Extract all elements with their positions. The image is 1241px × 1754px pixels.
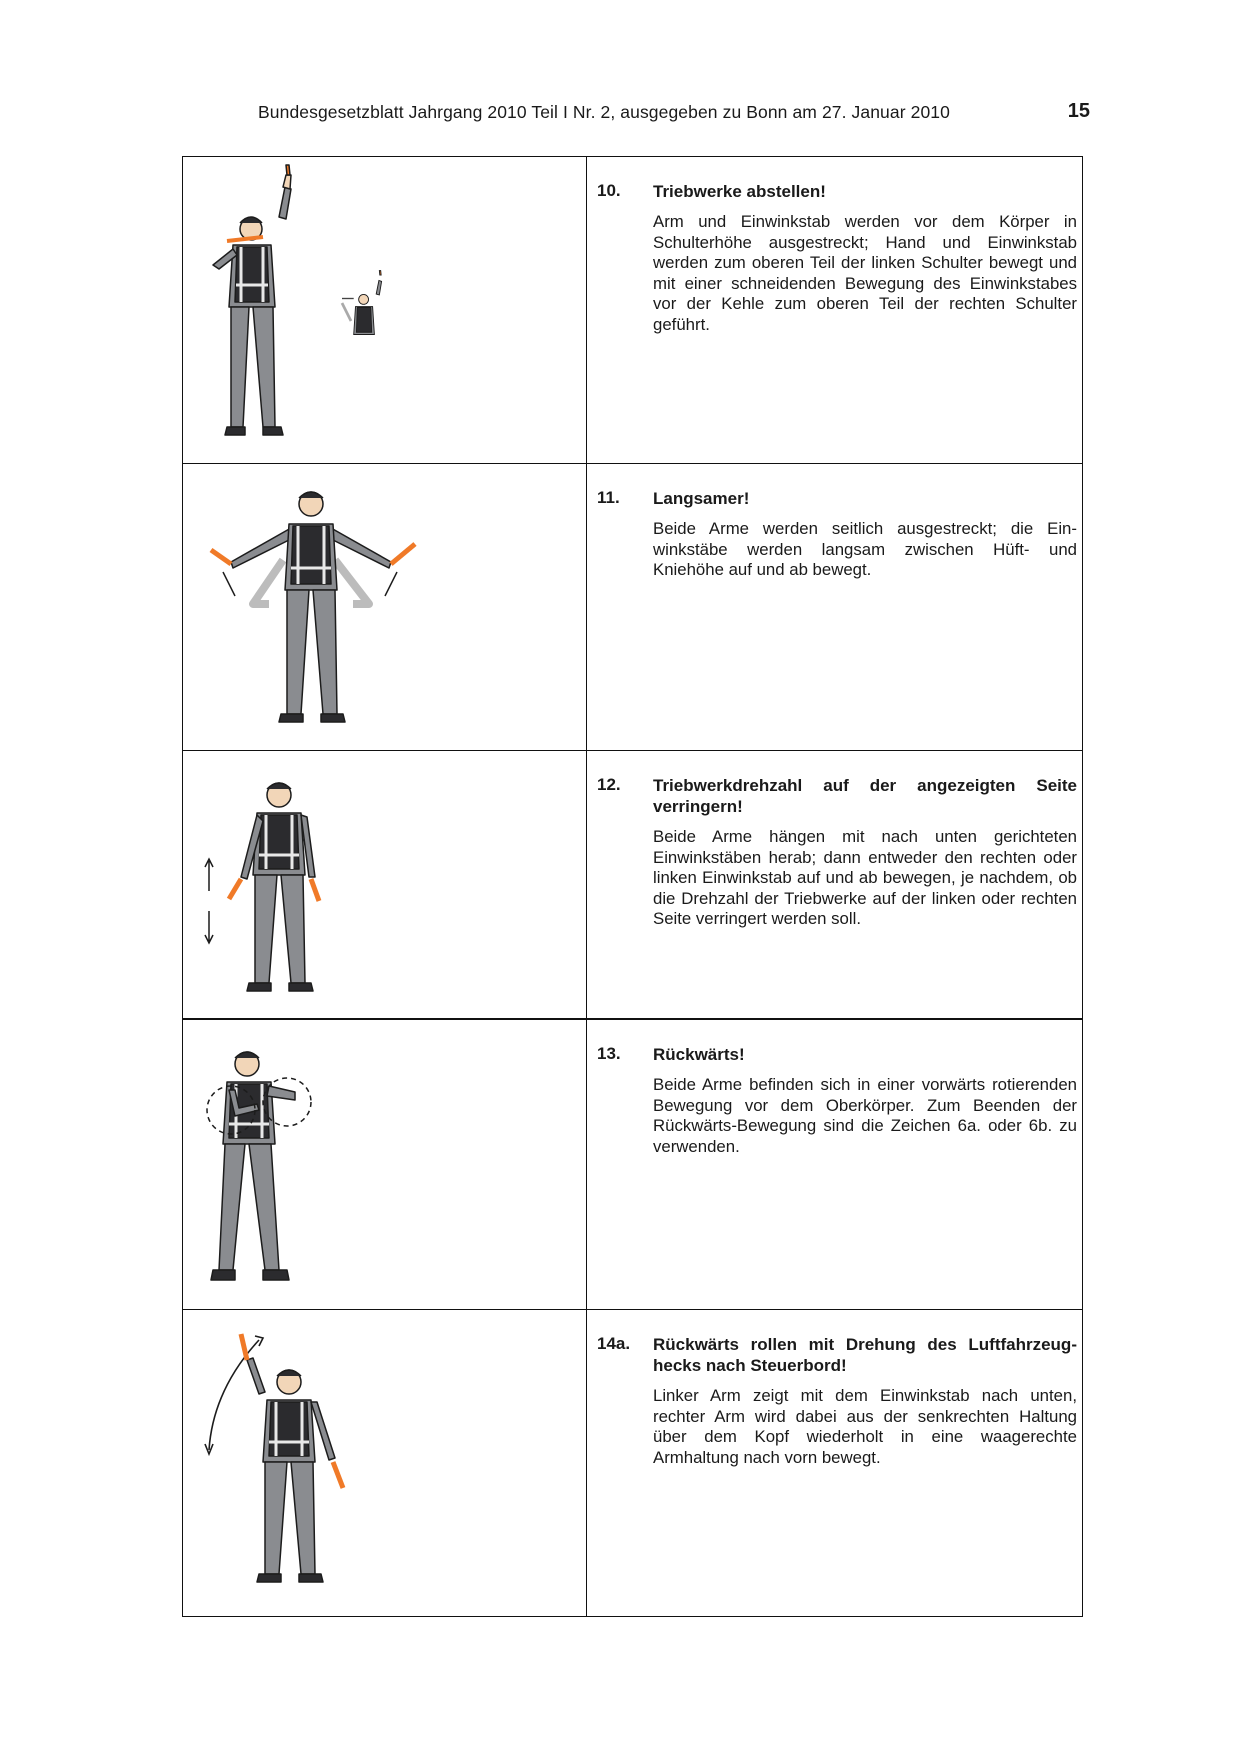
page-header [180,100,1090,130]
signal-description: Linker Arm zeigt mit dem Einwinkstab nach unten, rechter Arm wird dabei aus der senkrechten Haltung über dem Kopf wiederholt in eine waagerechte Armhaltung nach vorn bewegt. [653,1386,1077,1467]
signal-heading: Triebwerkdrehzahl auf der angezeigten Seite verringern! [653,776,1077,816]
table-row [183,463,1082,750]
table-row [183,157,1082,463]
description-cell [597,181,1077,336]
table-row [183,750,1082,1018]
signal-number: 14a. [597,1334,631,1353]
signal-description: Beide Arme werden seitlich ausgestreckt; die Einwinkstäbe werden langsam zwischen Hüft- und Kniehöhe auf und ab bewegt. [653,519,1077,580]
signal-number: 11. [597,488,620,507]
marshaller-move-back-icon [183,1020,583,1308]
signal-description: Beide Arme befinden sich in einer vorwärts rotierenden Bewegung vor dem Oberkörper. Zum Beenden der Rückwärts-Bewegung sind die Zeichen 6a. oder 6b. zu verwenden. [653,1075,1077,1156]
signal-description: Arm und Einwinkstab werden vor dem Körper in Schulterhöhe ausgestreckt; Hand und Einwinkstab werden zum oberen Teil der linken Schulter bewegt und mit einer schneidenden Bewegung des Einwinkstabes vor der Kehle zum oberen Teil der rechten Schulter geführt. [653,212,1077,334]
signal-heading: Rückwärts! [653,1045,745,1064]
signal-number: 12. [597,775,621,794]
figure-cell [183,464,587,750]
signal-description: Beide Arme hängen mit nach unten gerichteten Einwinkstäben herab; dann entweder den rechten oder linken Einwinkstab auf und ab bewegen, je nachdem, ob die Drehzahl der Triebwerke auf der linken oder rechten Seite verringert werden soll. [653,827,1077,929]
figure-cell [183,157,587,463]
figure-cell [183,1310,587,1616]
marshaller-slow-down-icon [183,464,583,748]
signal-heading: Rückwärts rollen mit Drehung des Luftfahrzeughecks nach Steuerbord! [653,1335,1077,1375]
description-cell [597,1044,1077,1157]
table-row [183,1018,1082,1309]
description-cell [597,488,1077,581]
signal-number: 10. [597,181,621,200]
figure-cell [183,1020,587,1309]
description-cell [597,775,1077,930]
signal-heading: Langsamer! [653,489,750,508]
signal-heading: Triebwerke abstellen! [653,182,826,201]
description-cell [597,1334,1077,1468]
figure-cell [183,751,587,1018]
gazette-title: Bundesgesetzblatt Jahrgang 2010 Teil I Nr. 2, ausgegeben zu Bonn am 27. Januar 2010 [258,102,950,122]
signal-table [182,156,1083,1617]
table-row [183,1309,1082,1616]
marshaller-reduce-engine-speed-icon [183,751,583,1017]
signal-number: 13. [597,1044,621,1063]
marshaller-cut-engines-icon [183,157,583,461]
marshaller-turn-tail-starboard-icon [183,1310,583,1614]
page-number: 15 [1067,100,1090,122]
